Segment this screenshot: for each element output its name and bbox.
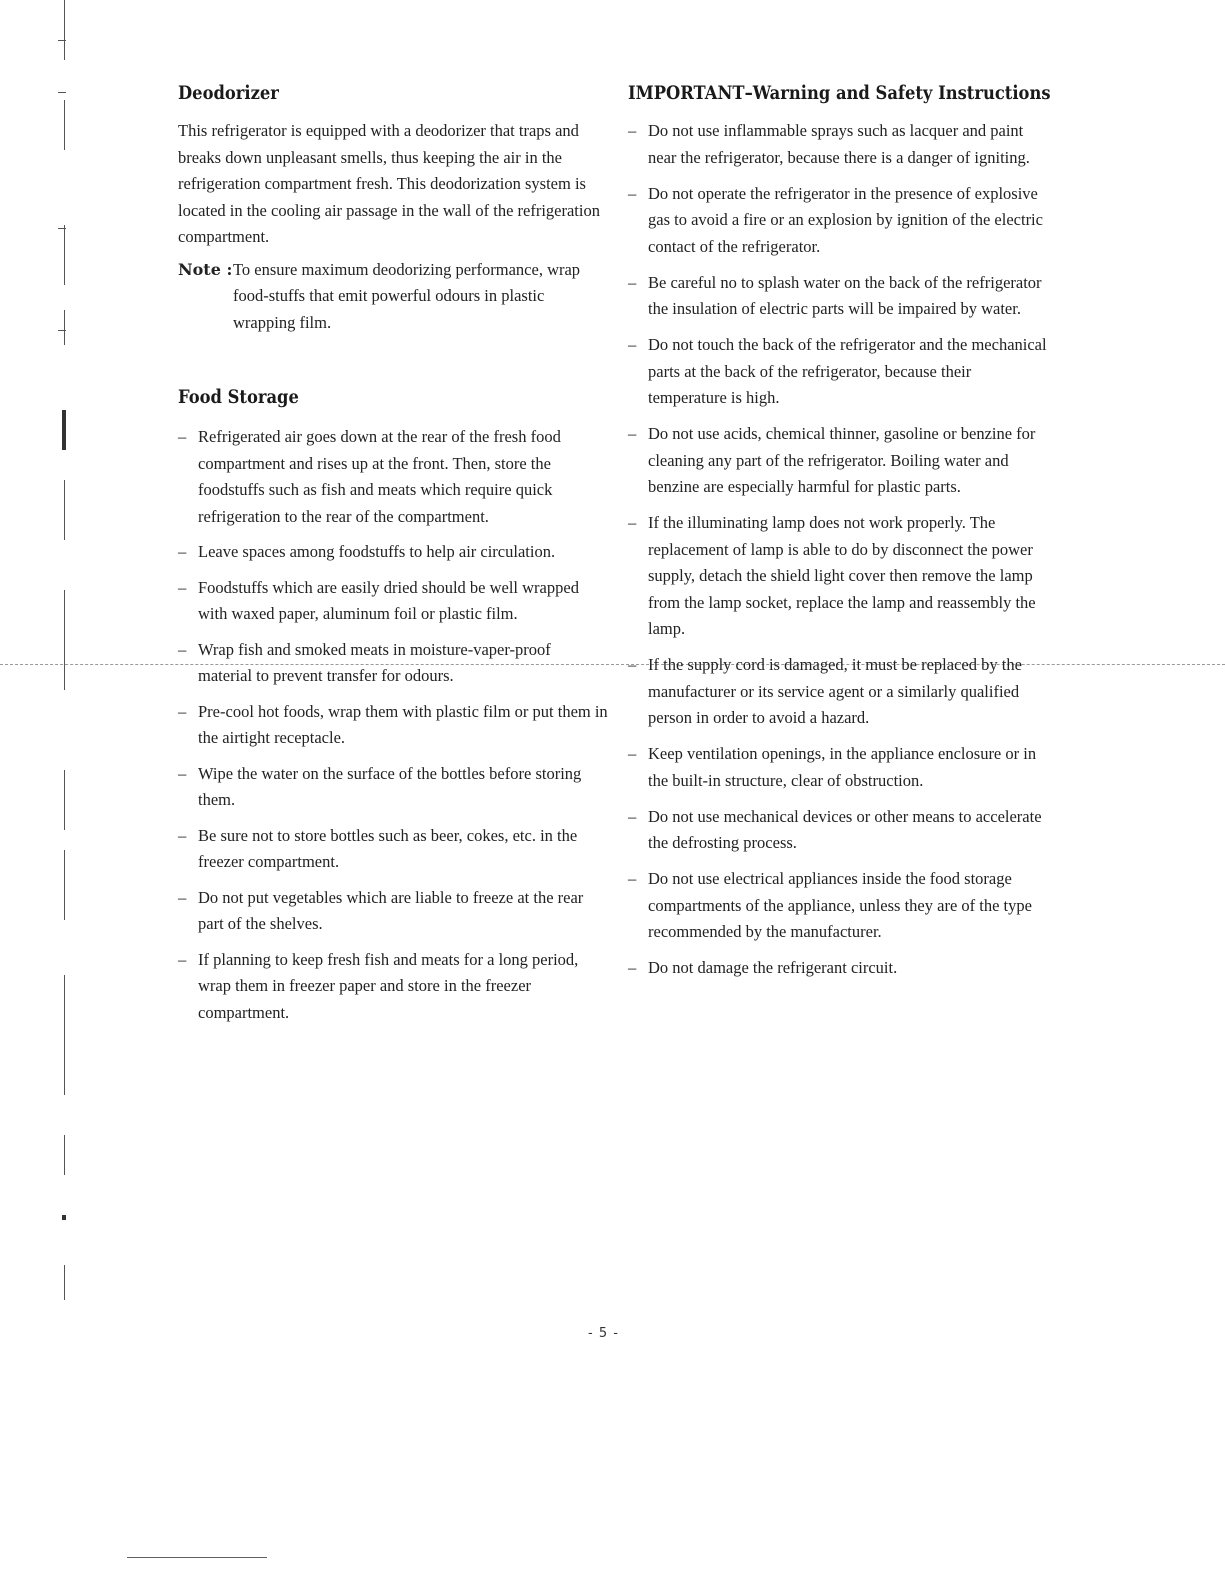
dash-bullet: – — [178, 887, 187, 907]
list-item — [178, 424, 608, 530]
list-item-text: Do not damage the refrigerant circuit. — [648, 958, 898, 977]
safety-list — [628, 118, 1048, 982]
dash-bullet: – — [178, 825, 187, 845]
dash-bullet: – — [628, 655, 637, 674]
scan-mark — [58, 92, 66, 93]
scan-mark — [64, 975, 65, 1095]
scan-mark — [62, 410, 66, 450]
dash-bullet: – — [628, 424, 637, 443]
list-item-text: Do not use electrical appliances inside the food storage compartments of the appliance, unless they are of the type recommended by the manufacturer. — [648, 869, 1032, 941]
list-item-text: Pre-cool hot foods, wrap them with plastic film or put them in the airtight receptacle. — [198, 701, 608, 747]
list-item — [628, 118, 1048, 171]
list-item-text: If the supply cord is damaged, it must be replaced by the manufacturer or its service agent or a similarly qualified person in order to avoid a hazard. — [648, 655, 1022, 727]
list-item — [628, 181, 1048, 261]
list-item — [178, 761, 608, 814]
deodorizer-note — [178, 257, 608, 337]
dash-bullet: – — [628, 272, 637, 292]
list-item-text: Foodstuffs which are easily dried should be well wrapped with waxed paper, aluminum foil or plastic film. — [198, 577, 579, 623]
list-item-text: Refrigerated air goes down at the rear of the fresh food compartment and rises up at the front. Then, store the foodstuffs such as fish and meats which require quick refrigeration to the rear of the compartment. — [198, 427, 561, 526]
list-item-text: Wrap fish and smoked meats in moisture-vaper-proof material to prevent transfer for odours. — [198, 639, 551, 685]
list-item — [628, 866, 1048, 946]
list-item-text: Leave spaces among foodstuffs to help air circulation. — [198, 542, 556, 561]
list-item — [628, 270, 1048, 323]
list-item — [178, 885, 608, 938]
scan-mark — [64, 100, 65, 150]
page-number: - 5 - — [588, 1326, 619, 1341]
deodorizer-heading: Deodorizer — [178, 82, 279, 104]
scan-mark — [64, 770, 65, 830]
dash-bullet: – — [178, 949, 187, 969]
scan-mark — [64, 850, 65, 920]
list-item — [178, 699, 608, 752]
dash-bullet: – — [178, 763, 187, 783]
scan-mark — [64, 1265, 65, 1300]
list-item — [628, 421, 1048, 501]
list-item — [628, 741, 1048, 794]
list-item-text: Do not operate the refrigerator in the presence of explosive gas to avoid a fire or an explosion by ignition of the electric contact of the refrigerator. — [648, 183, 1043, 256]
right-column — [628, 78, 1051, 991]
safety-heading: IMPORTANT–Warning and Safety Instructions — [628, 82, 1051, 104]
dash-bullet: – — [178, 542, 187, 561]
scan-mark — [64, 1135, 65, 1175]
list-item-text: Be careful no to splash water on the back of the refrigerator the insulation of electric parts will be impaired by water. — [648, 272, 1042, 318]
list-item-text: If the illuminating lamp does not work properly. The replacement of lamp is able to do by disconnect the power supply, detach the shield light cover then remove the lamp from the lamp socket, replace the lamp and reassembly the lamp. — [648, 513, 1036, 638]
list-item — [178, 539, 608, 566]
scan-underline — [127, 1557, 267, 1558]
list-item — [628, 332, 1048, 412]
list-item-text: Wipe the water on the surface of the bottles before storing them. — [198, 763, 582, 809]
list-item-text: Do not put vegetables which are liable to freeze at the rear part of the shelves. — [198, 887, 584, 933]
scan-mark — [64, 310, 65, 345]
list-item-text: Do not use mechanical devices or other means to accelerate the defrosting process. — [648, 806, 1042, 852]
list-item-text: Do not use acids, chemical thinner, gasoline or benzine for cleaning any part of the refrigerator. Boiling water and benzine are especially harmful for plastic parts. — [648, 424, 1036, 496]
deodorizer-paragraph: This refrigerator is equipped with a deodorizer that traps and breaks down unpleasant smells, thus keeping the air in the refrigeration compartment fresh. This deodorization system is located in the cooling air passage in the wall of the refrigeration compartment. — [178, 121, 600, 246]
list-item — [178, 823, 608, 876]
dash-bullet: – — [628, 958, 637, 977]
list-item — [628, 652, 1048, 732]
list-item-text: If planning to keep fresh fish and meats for a long period, wrap them in freezer paper and store in the freezer compartment. — [198, 949, 579, 1022]
scan-mark — [64, 590, 65, 690]
scan-mark — [64, 0, 65, 60]
food-storage-list — [178, 424, 608, 1026]
dash-bullet: – — [628, 513, 637, 532]
food-storage-heading: Food Storage — [178, 386, 299, 408]
dash-bullet: – — [628, 869, 637, 888]
note-text: To ensure maximum deodorizing performance, wrap food-stuffs that emit powerful odours in plastic wrapping film. — [233, 259, 581, 332]
left-column — [178, 78, 608, 1035]
scan-mark — [64, 225, 65, 285]
list-item-text: Keep ventilation openings, in the appliance enclosure or in the built-in structure, clear of obstruction. — [648, 744, 1037, 790]
dash-bullet: – — [628, 335, 637, 354]
list-item — [628, 955, 1048, 982]
scan-mark — [64, 480, 65, 540]
dash-bullet: – — [628, 121, 637, 140]
list-item-text: Be sure not to store bottles such as beer, cokes, etc. in the freezer compartment. — [198, 825, 578, 871]
dash-bullet: – — [178, 639, 187, 659]
list-item — [628, 804, 1048, 857]
dash-bullet: – — [178, 427, 187, 446]
list-item — [178, 947, 608, 1027]
list-item — [628, 510, 1048, 643]
list-item — [178, 637, 608, 690]
list-item-text: Do not touch the back of the refrigerator and the mechanical parts at the back of the refrigerator, because their temperature is high. — [648, 335, 1047, 407]
list-item-text: Do not use inflammable sprays such as lacquer and paint near the refrigerator, because there is a danger of igniting. — [648, 121, 1030, 167]
scan-mark — [62, 1215, 66, 1220]
dash-bullet: – — [178, 701, 187, 721]
list-item — [178, 575, 608, 628]
dash-bullet: – — [628, 744, 637, 763]
dash-bullet: – — [178, 577, 187, 597]
dash-bullet: – — [628, 183, 637, 203]
dash-bullet: – — [628, 806, 637, 826]
note-label: Note : — [178, 259, 233, 279]
